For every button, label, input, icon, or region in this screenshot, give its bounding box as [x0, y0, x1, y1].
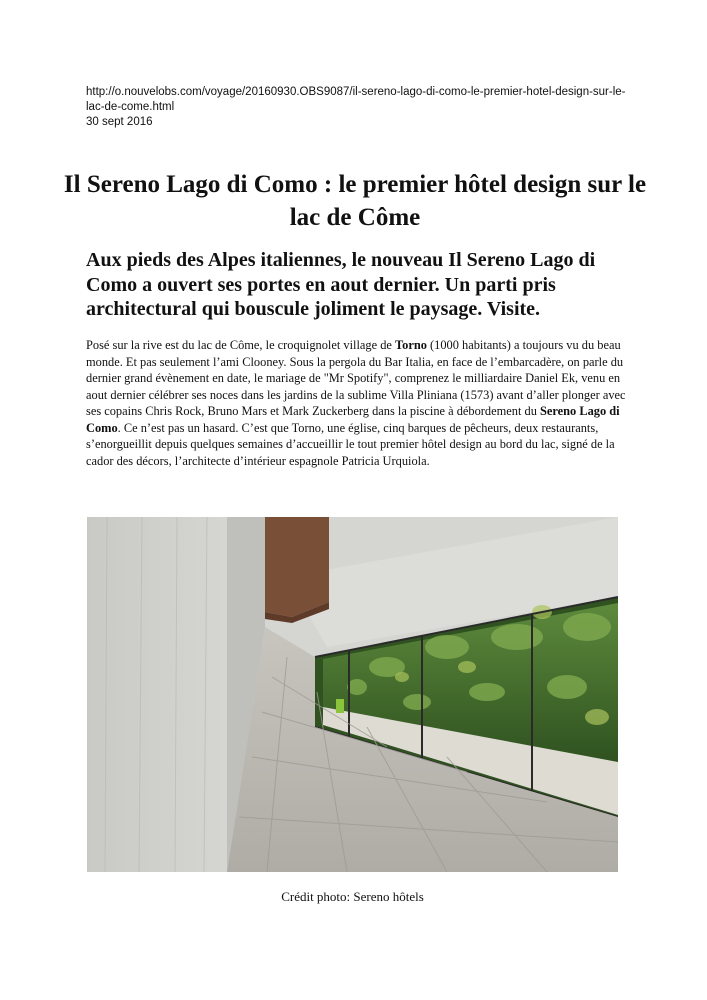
source-url: http://o.nouvelobs.com/voyage/20160930.OBS9087/il-sereno-lago-di-como-le-premier-hotel-design-sur-le-lac-de-come.html — [86, 86, 626, 113]
body-hotel-name: Sereno Lago di Como — [86, 404, 620, 435]
left-wall — [87, 517, 237, 872]
article-body — [86, 337, 626, 469]
body-part-2: (1000 habitants) a toujours vu du beau monde. Et pas seulement l’ami Clooney. Sous la pergola du Bar Italia, en face de l’embarcadère, on parle du dernier grand évènement en date, le mariage de "Mr Spotify", comprenez le milliardaire Daniel Ek, venu en aout dernier célébrer ses noces dans les jardins de la sublime Villa Pliniana (1573) avant d’aller plonger avec ses copains Chris Rock, Bruno Mars et Mark Zuckerberg dans la piscine à débordement du — [86, 338, 626, 418]
photo-caption: Crédit photo: Sereno hôtels — [281, 889, 424, 904]
source-date: 30 sept 2016 — [86, 116, 153, 128]
wood-soffit — [265, 517, 329, 617]
green-chair — [336, 699, 344, 713]
article-title: Il Sereno Lago di Como : le premier hôtel design sur le lac de Côme — [63, 171, 647, 231]
hotel-corridor-photo — [87, 517, 618, 872]
article-lead: Aux pieds des Alpes italiennes, le nouveau Il Sereno Lago di Como a ouvert ses portes en aout dernier. Un parti pris architectural qui bouscule joliment le paysage. Visite. — [86, 249, 596, 320]
body-part-1: Posé sur la rive est du lac de Côme, le croquignolet village de — [86, 338, 395, 352]
body-part-3: . Ce n’est pas un hasard. C’est que Torno, une église, cinq barques de pêcheurs, deux restaurants, s’enorgueillit depuis quelques semaines d’accueillir le tout premier hôtel design au bord du lac, signé de la cador des décors, l’architecte d’intérieur espagnole Patricia Urquiola. — [86, 420, 615, 468]
photo-illustration — [87, 517, 618, 872]
source-block — [86, 85, 626, 130]
body-torno: Torno — [395, 338, 427, 352]
